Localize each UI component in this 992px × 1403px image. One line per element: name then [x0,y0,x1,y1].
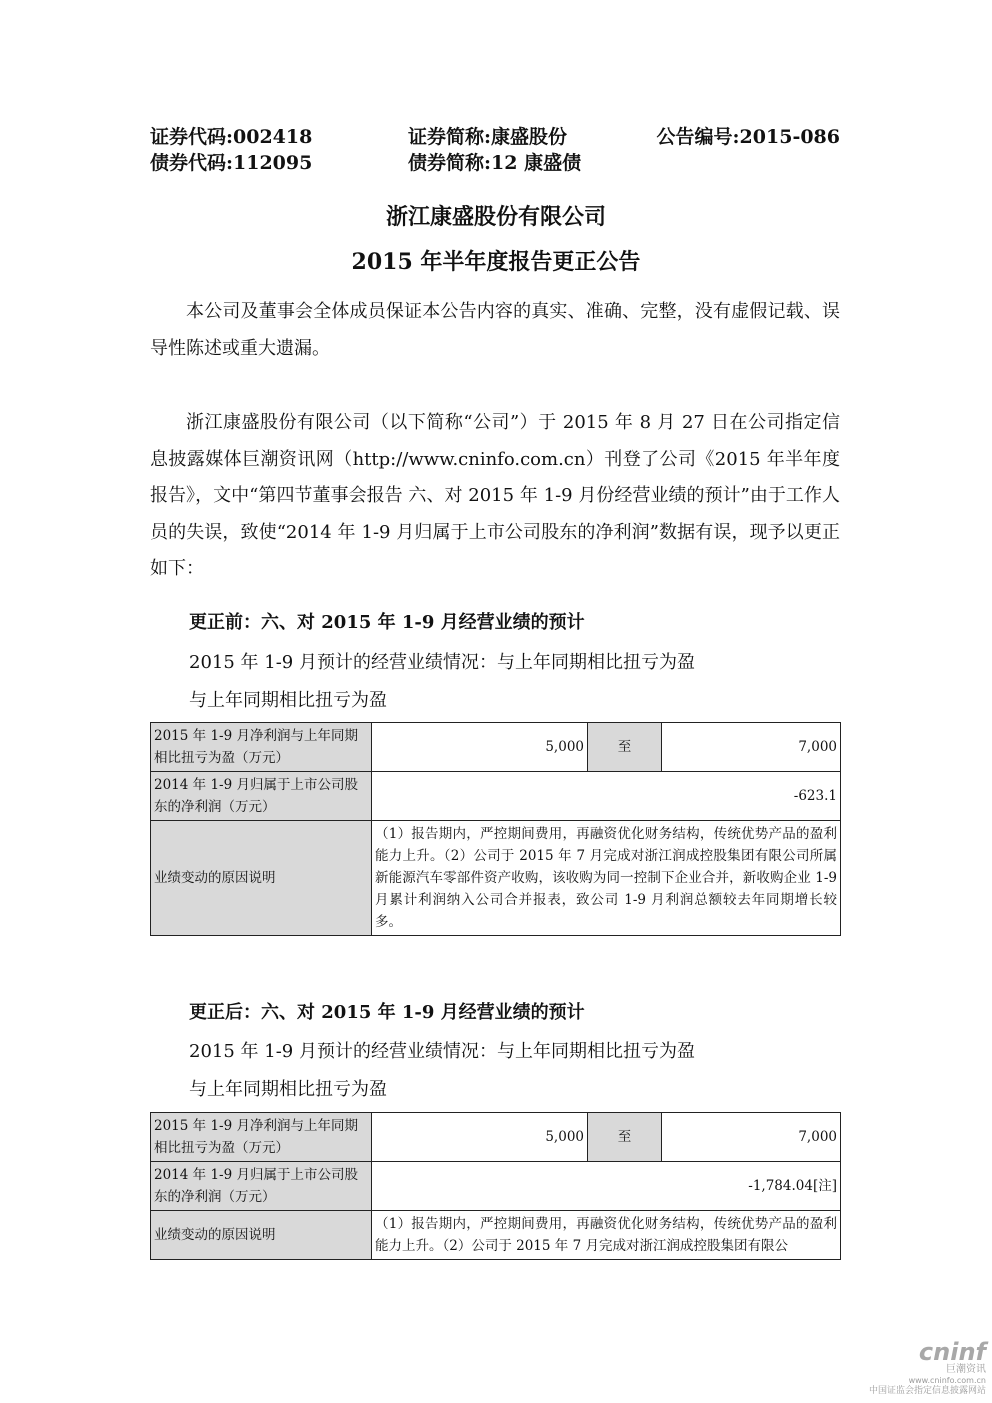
after-forecast-line: 2015 年 1-9 月预计的经营业绩情况：与上年同期相比扭亏为盈 [189,1041,695,1062]
prior-year-profit-label: 2014 年 1-9 月归属于上市公司股东的净利润（万元） [151,772,372,821]
cninfo-name: 巨潮资讯 [946,1364,986,1375]
cninfo-logo: cninf [918,1338,986,1366]
prior-year-profit-label: 2014 年 1-9 月归属于上市公司股东的净利润（万元） [151,1162,372,1211]
correction-explanation: 浙江康盛股份有限公司（以下简称“公司”）于 2015 年 8 月 27 日在公司指定信息披露媒体巨潮资讯网（http://www.cninfo.com.cn）刊登了公司《2015 年半年度报告》，文中“第四节董事会报告 六、对 2015 年 1-9 月份经营业绩的预计”由于工作人员的失误，致使“2014 年 1-9 月归属于上市公司股东的净利润”数据有误，现予以更正如下： [150,412,840,579]
bond-abbreviation: 债券简称:12 康盛债 [408,152,582,174]
company-title: 浙江康盛股份有限公司 [385,204,606,230]
before-forecast-line: 2015 年 1-9 月预计的经营业绩情况：与上年同期相比扭亏为盈 [189,652,695,673]
before-heading: 更正前：六、对 2015 年 1-9 月经营业绩的预计 [189,612,585,633]
announcement-number: 公告编号:2015-086 [656,126,840,148]
table-row [151,723,841,772]
after-summary-line: 与上年同期相比扭亏为盈 [189,1079,387,1100]
before-forecast-table [150,722,841,936]
cninfo-watermark [869,1340,986,1397]
stock-abbreviation: 证券简称:康盛股份 [408,126,568,148]
table-row [151,1162,841,1211]
prior-year-profit-value: -623.1 [372,772,841,821]
range-to-label: 至 [588,723,662,772]
cninfo-footer: 中国证监会指定信息披露网站 [868,1386,986,1396]
net-profit-forecast-low: 5,000 [372,723,588,772]
net-profit-forecast-label: 2015 年 1-9 月净利润与上年同期相比扭亏为盈（万元） [151,1113,372,1162]
change-reason-label: 业绩变动的原因说明 [151,821,372,936]
cninfo-url: www.cninfo.com.cn [908,1376,986,1385]
net-profit-forecast-high: 7,000 [662,723,841,772]
after-heading: 更正后：六、对 2015 年 1-9 月经营业绩的预计 [189,1002,585,1023]
table-row [151,821,841,936]
change-reason-text: （1）报告期内，严控期间费用，再融资优化财务结构，传统优势产品的盈利能力上升。（2）公司于 2015 年 7 月完成对浙江润成控股集团有限公司所属新能源汽车零部件资产收购，该收购为同一控制下企业合并，新收购企业 1-9 月累计利润纳入公司合并报表，致公司 1-9 月利润总额较去年同期增长较多。 [372,821,841,936]
after-forecast-table [150,1112,841,1260]
change-reason-text: （1）报告期内，严控期间费用，再融资优化财务结构，传统优势产品的盈利能力上升。（2）公司于 2015 年 7 月完成对浙江润成控股集团有限公 [372,1211,841,1260]
range-to-label: 至 [588,1113,662,1162]
board-statement: 本公司及董事会全体成员保证本公告内容的真实、准确、完整，没有虚假记载、误导性陈述或重大遗漏。 [150,301,840,359]
announcement-title: 2015 年半年度报告更正公告 [351,249,641,275]
table-row [151,1211,841,1260]
net-profit-forecast-label: 2015 年 1-9 月净利润与上年同期相比扭亏为盈（万元） [151,723,372,772]
table-row [151,772,841,821]
prior-year-profit-value: -1,784.04[注] [372,1162,841,1211]
bond-code: 债券代码:112095 [150,152,313,174]
stock-code: 证券代码:002418 [150,126,313,148]
net-profit-forecast-high: 7,000 [662,1113,841,1162]
change-reason-label: 业绩变动的原因说明 [151,1211,372,1260]
table-row [151,1113,841,1162]
net-profit-forecast-low: 5,000 [372,1113,588,1162]
before-summary-line: 与上年同期相比扭亏为盈 [189,690,387,711]
